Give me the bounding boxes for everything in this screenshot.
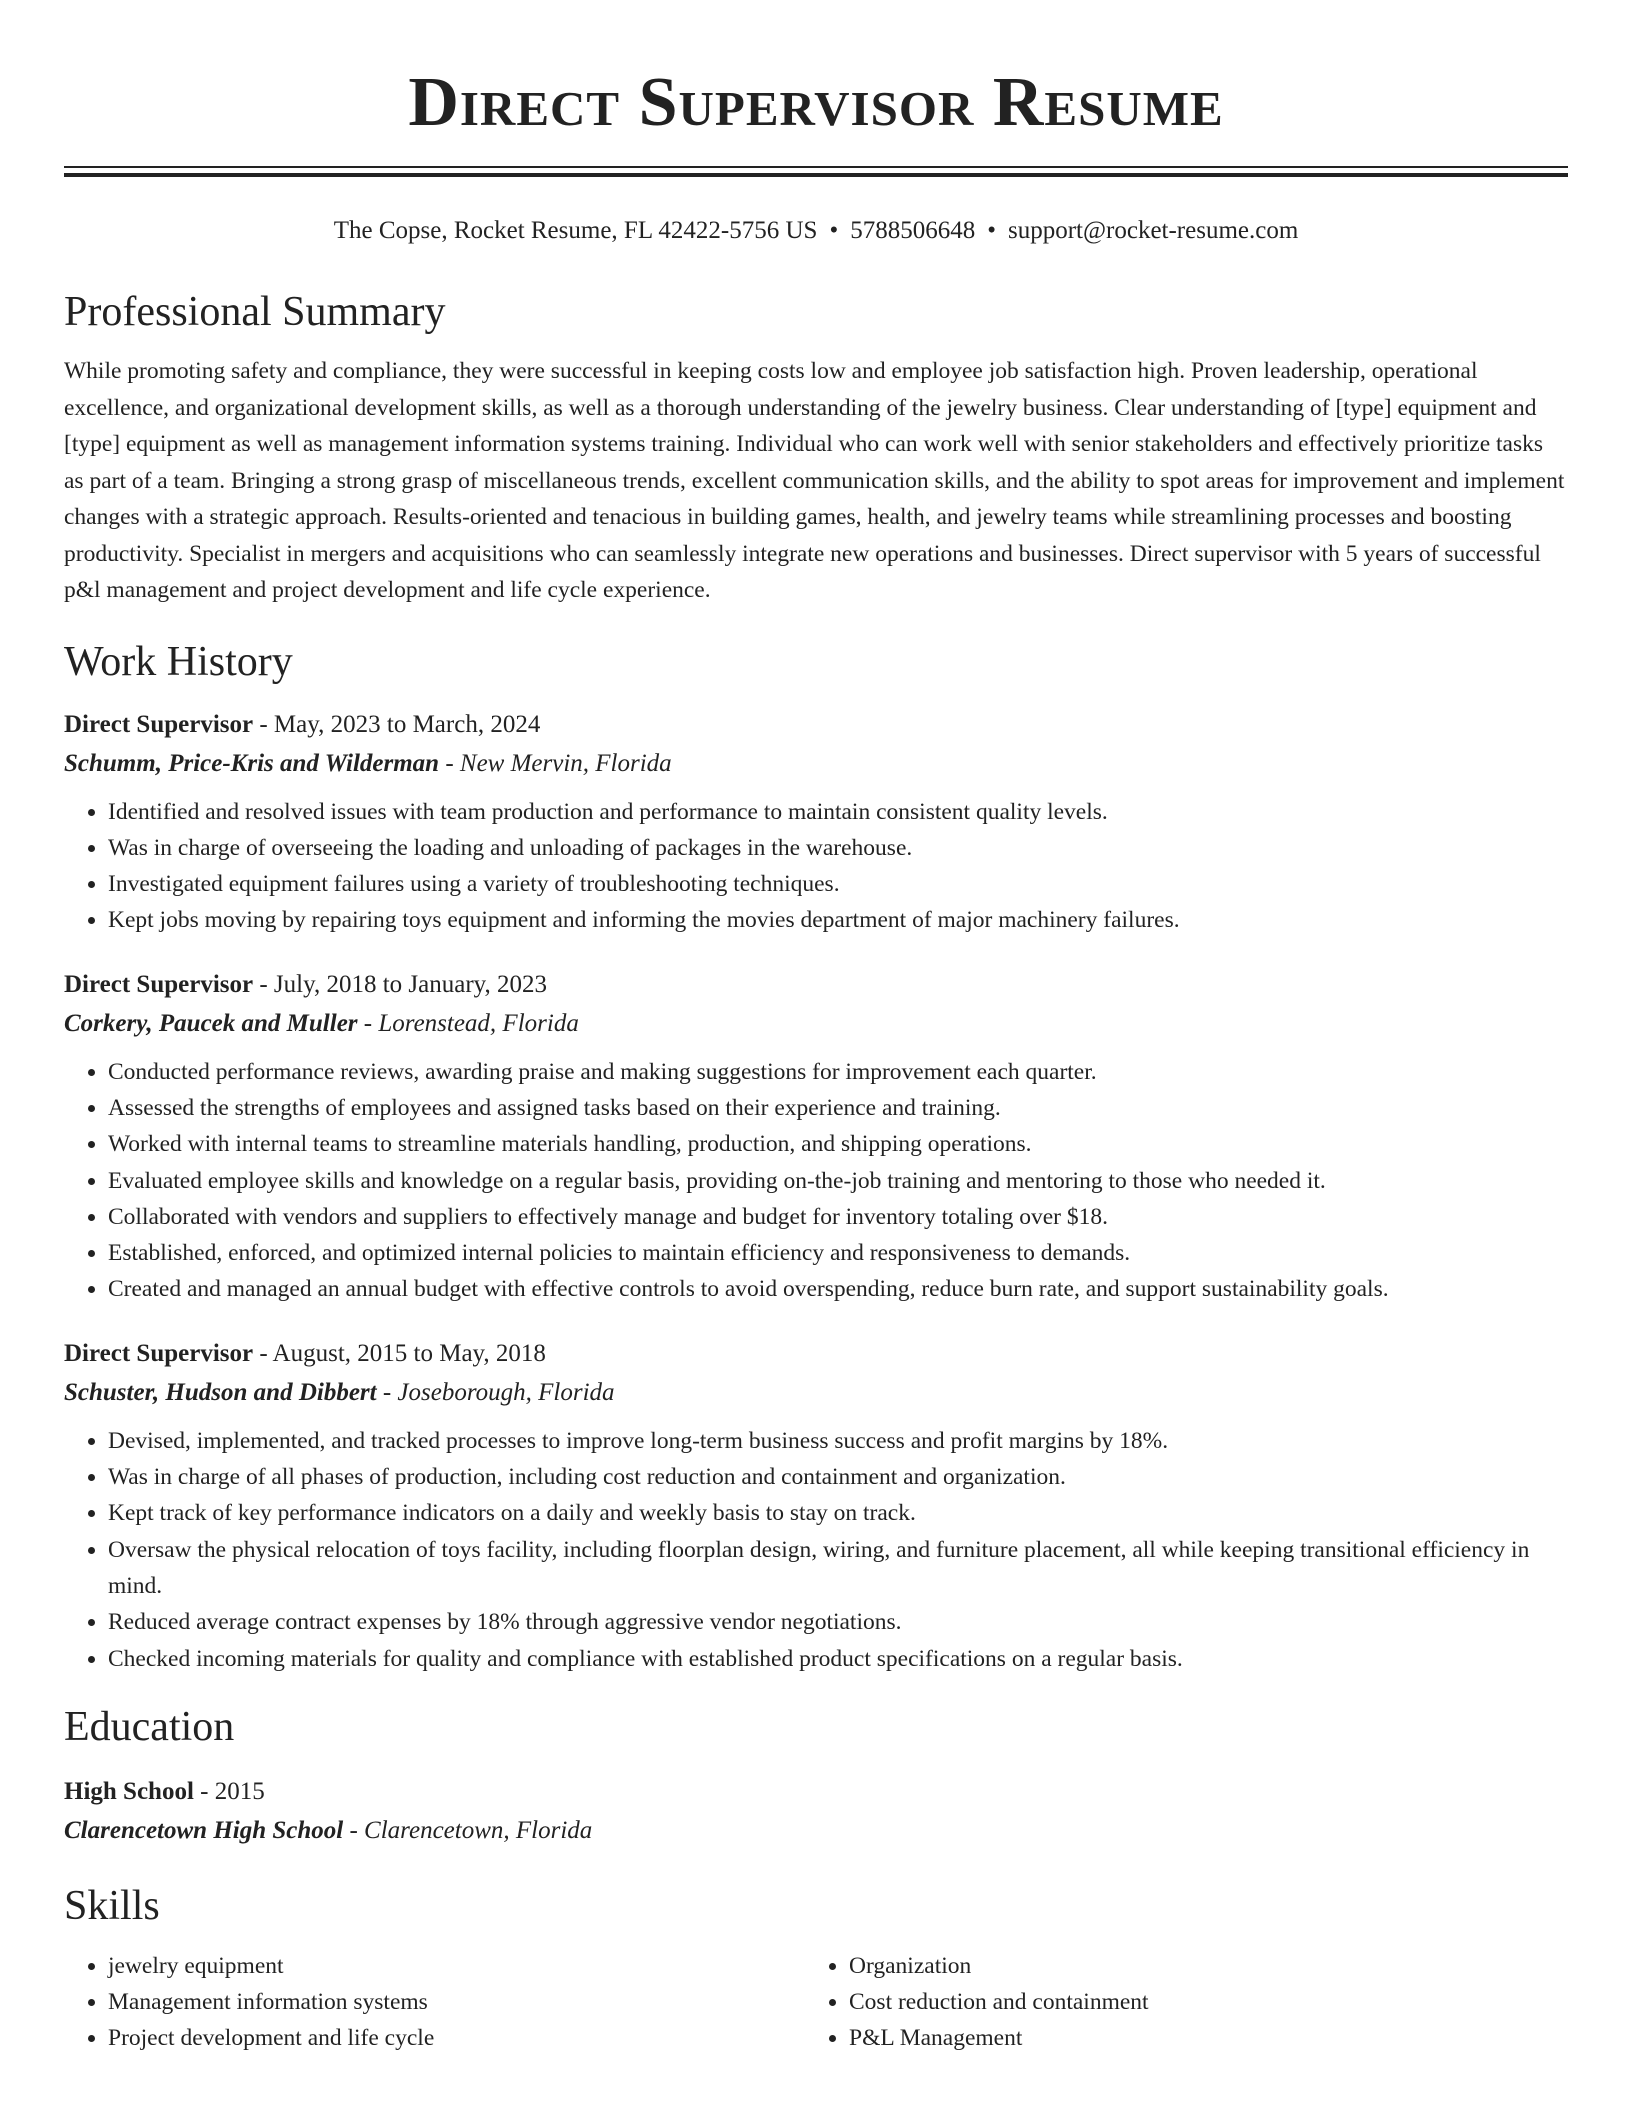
skills-columns xyxy=(64,1948,1568,2057)
job-title: Direct Supervisor xyxy=(64,1339,254,1367)
dash-separator: - xyxy=(253,710,274,738)
company-line xyxy=(64,744,1568,784)
job-entry xyxy=(64,706,1568,939)
dash-separator: - xyxy=(193,1777,215,1805)
school-name: Clarencetown High School xyxy=(64,1816,344,1844)
education-year: 2015 xyxy=(214,1777,265,1805)
list-item: • Oversaw the physical relocation of toys facility, including floorplan design, wiring, and furniture placement, all while keeping transitional efficiency in mind. xyxy=(108,1532,1568,1605)
job-title: Direct Supervisor xyxy=(64,710,254,738)
dash-separator: - xyxy=(439,749,460,777)
company-name: Corkery, Paucek and Muller xyxy=(64,1009,358,1037)
skills-list-right xyxy=(805,1948,1568,2057)
education-degree: High School xyxy=(64,1777,194,1805)
list-item: • Kept track of key performance indicators on a daily and weekly basis to stay on track. xyxy=(108,1495,1568,1531)
list-item: • Conducted performance reviews, awarding praise and making suggestions for improvement each quarter. xyxy=(108,1054,1568,1090)
list-item: • Kept jobs moving by repairing toys equipment and informing the movies department of major machinery failures. xyxy=(108,902,1568,938)
list-item: • Checked incoming materials for quality and compliance with established product specifications on a regular basis. xyxy=(108,1641,1568,1677)
contact-phone: 5788506648 xyxy=(850,217,976,244)
skills-list-left xyxy=(64,1948,805,2057)
contact-address: The Copse, Rocket Resume, FL 42422-5756 US xyxy=(333,217,818,244)
education-header xyxy=(64,1773,1568,1811)
list-item: • Collaborated with vendors and suppliers to effectively manage and budget for inventory totaling over $18. xyxy=(108,1199,1568,1235)
job-header xyxy=(64,1335,1568,1373)
list-item: • Investigated equipment failures using a variety of troubleshooting techniques. xyxy=(108,866,1568,902)
list-item: • Evaluated employee skills and knowledge on a regular basis, providing on-the-job training and mentoring to those who needed it. xyxy=(108,1163,1568,1199)
contact-separator: • xyxy=(987,217,996,244)
list-item: • Identified and resolved issues with team production and performance to maintain consistent quality levels. xyxy=(108,794,1568,830)
job-dates: May, 2023 to March, 2024 xyxy=(273,710,541,738)
education-heading: Education xyxy=(64,1703,235,1750)
skill-item: • Cost reduction and containment xyxy=(849,1984,1568,2020)
school-location: Clarencetown, Florida xyxy=(364,1816,593,1844)
skill-item: • Project development and life cycle xyxy=(108,2020,805,2056)
title-divider xyxy=(64,166,1568,177)
list-item: • Worked with internal teams to streamline materials handling, production, and shipping operations. xyxy=(108,1126,1568,1162)
job-header xyxy=(64,706,1568,744)
job-title: Direct Supervisor xyxy=(64,970,254,998)
company-location: Lorenstead, Florida xyxy=(378,1009,579,1037)
list-item: • Reduced average contract expenses by 18% through aggressive vendor negotiations. xyxy=(108,1604,1568,1640)
company-line xyxy=(64,1373,1568,1413)
list-item: • Created and managed an annual budget with effective controls to avoid overspending, reduce burn rate, and support sustainability goals. xyxy=(108,1271,1568,1307)
list-item: • Devised, implemented, and tracked processes to improve long-term business success and profit margins by 18%. xyxy=(108,1423,1568,1459)
school-line xyxy=(64,1811,1568,1851)
dash-separator: - xyxy=(253,970,274,998)
job-bullet-list xyxy=(64,794,1568,939)
job-dates: July, 2018 to January, 2023 xyxy=(273,970,548,998)
skill-item: • P&L Management xyxy=(849,2020,1568,2056)
work-history-heading: Work History xyxy=(64,638,293,685)
company-name: Schuster, Hudson and Dibbert xyxy=(64,1378,377,1406)
resume-title: Direct Supervisor Resume xyxy=(408,64,1224,141)
skills-heading: Skills xyxy=(64,1882,160,1929)
dash-separator: - xyxy=(376,1378,398,1406)
summary-text: While promoting safety and compliance, they were successful in keeping costs low and employee job satisfaction high. Proven leadership, operational excellence, and organizational development skills, as well as a thorough understanding of the jewelry business. Clear understanding of [type] equipment and [type] equipment as well as management information systems training. Individual who can work well with senior stakeholders and effectively prioritize tasks as part of a team. Bringing a strong grasp of miscellaneous trends, excellent communication skills, and the ability to spot areas for improvement and implement changes with a strategic approach. Results-oriented and tenacious in building games, health, and jewelry teams while streamlining processes and boosting productivity. Specialist in mergers and acquisitions who can seamlessly integrate new operations and businesses. Direct supervisor with 5 years of successful p&l management and project development and life cycle experience. xyxy=(64,358,1565,603)
job-entry xyxy=(64,966,1568,1308)
job-dates: August, 2015 to May, 2018 xyxy=(272,1339,546,1367)
job-bullet-list xyxy=(64,1054,1568,1308)
list-item: • Was in charge of all phases of production, including cost reduction and containment and organization. xyxy=(108,1459,1568,1495)
job-bullet-list xyxy=(64,1423,1568,1677)
company-location: Joseborough, Florida xyxy=(397,1378,615,1406)
list-item: • Was in charge of overseeing the loading and unloading of packages in the warehouse. xyxy=(108,830,1568,866)
company-line xyxy=(64,1004,1568,1044)
summary-heading: Professional Summary xyxy=(64,289,446,335)
skill-item: • jewelry equipment xyxy=(108,1948,805,1984)
skill-item: • Management information systems xyxy=(108,1984,805,2020)
contact-line xyxy=(64,214,1568,248)
company-location: New Mervin, Florida xyxy=(459,749,672,777)
job-entry xyxy=(64,1335,1568,1677)
contact-email: support@rocket-resume.com xyxy=(1008,217,1299,244)
dash-separator: - xyxy=(253,1339,273,1367)
dash-separator: - xyxy=(357,1009,379,1037)
company-name: Schumm, Price-Kris and Wilderman xyxy=(64,749,440,777)
job-header xyxy=(64,966,1568,1004)
dash-separator: - xyxy=(343,1816,365,1844)
skill-item: • Organization xyxy=(849,1948,1568,1984)
list-item: • Established, enforced, and optimized internal policies to maintain efficiency and responsiveness to demands. xyxy=(108,1235,1568,1271)
list-item: • Assessed the strengths of employees and assigned tasks based on their experience and training. xyxy=(108,1090,1568,1126)
contact-separator: • xyxy=(829,217,839,244)
